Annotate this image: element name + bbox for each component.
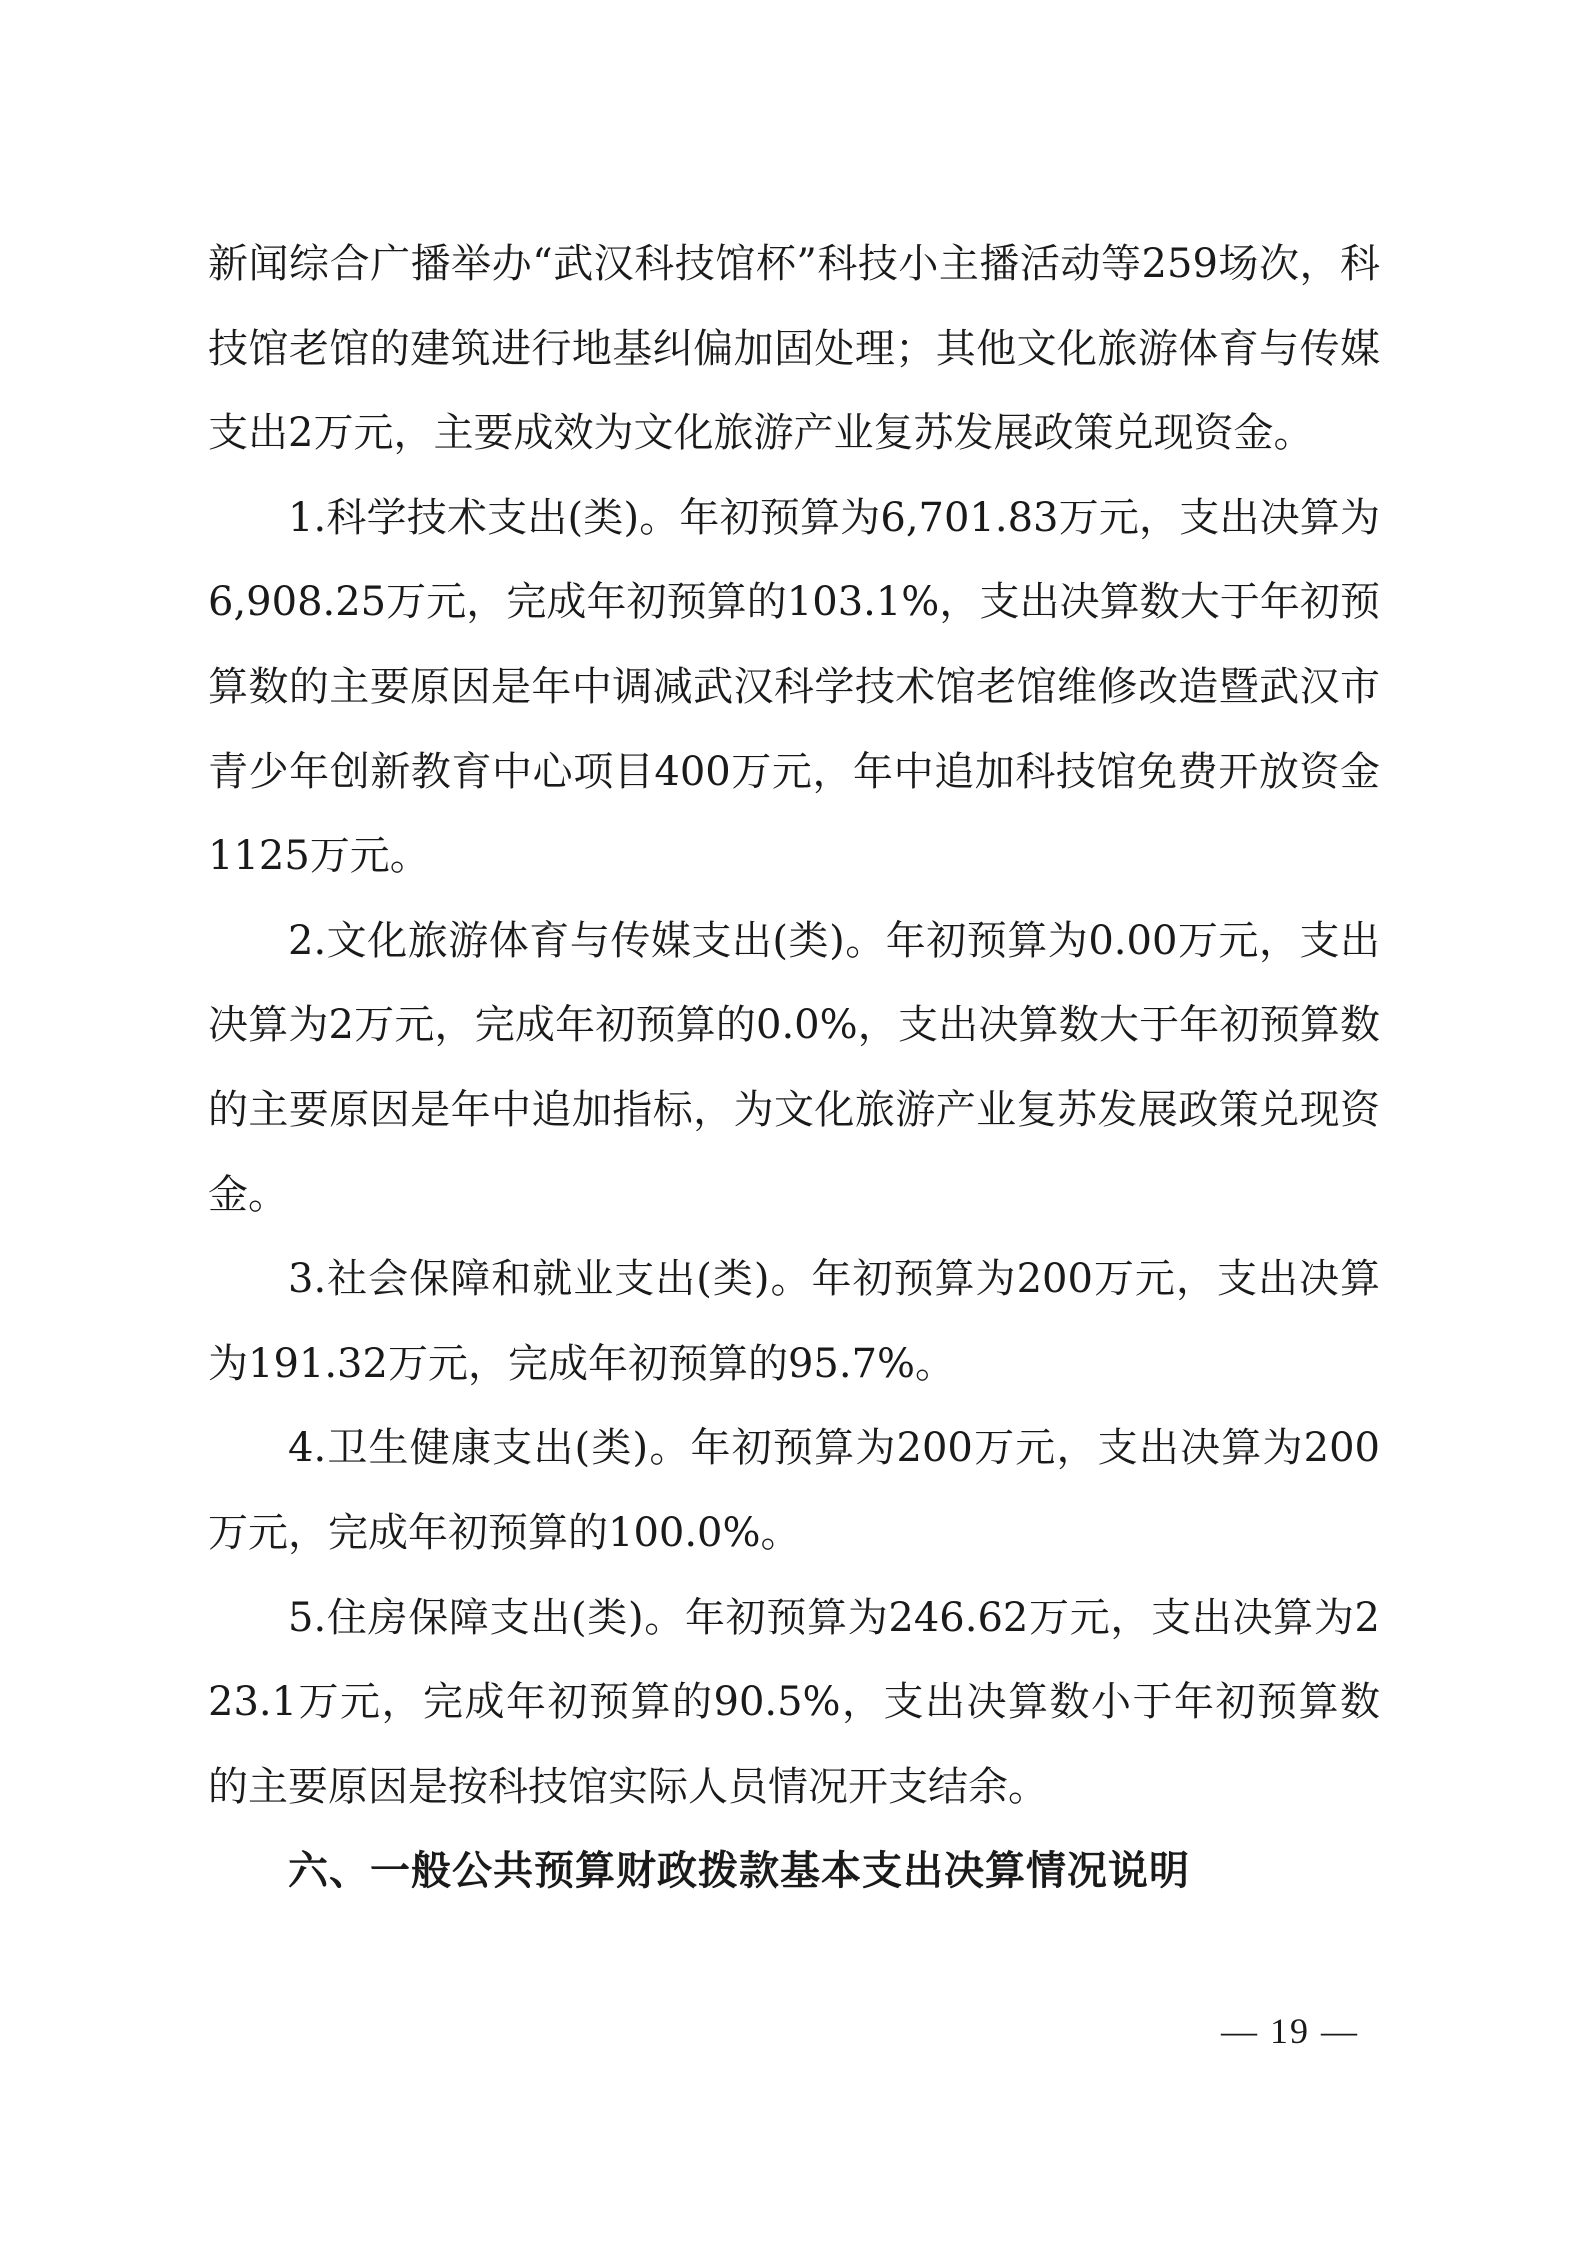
paragraph-continuation: 新闻综合广播举办“武汉科技馆杯”科技小主播活动等259场次，科技馆老馆的建筑进行地基纠偏加固处理；其他文化旅游体育与传媒支出2万元，主要成效为文化旅游产业复苏发展政策兑现资金。	[208, 241, 1380, 457]
body-text	[208, 222, 1380, 1914]
paragraph-culture-media: 2.文化旅游体育与传媒支出(类)。年初预算为0.00万元，支出决算为2万元，完成年初预算的0.0%，支出决算数大于年初预算数的主要原因是年中追加指标，为文化旅游产业复苏发展政策兑现资金。	[208, 917, 1380, 1218]
section-heading: 六、一般公共预算财政拨款基本支出决算情况说明	[288, 1848, 1190, 1895]
paragraph-housing: 5.住房保障支出(类)。年初预算为246.62万元，支出决算为223.1万元，完成年初预算的90.5%，支出决算数小于年初预算数的主要原因是按科技馆实际人员情况开支结余。	[208, 1594, 1380, 1810]
paragraph-health: 4.卫生健康支出(类)。年初预算为200万元，支出决算为200万元，完成年初预算的100.0%。	[208, 1425, 1380, 1556]
page-number: — 19 —	[1221, 2011, 1359, 2051]
paragraph-social-security: 3.社会保障和就业支出(类)。年初预算为200万元，支出决算为191.32万元，完成年初预算的95.7%。	[208, 1256, 1380, 1387]
paragraph-science-tech: 1.科学技术支出(类)。年初预算为6,701.83万元，支出决算为6,908.25万元，完成年初预算的103.1%，支出决算数大于年初预算数的主要原因是年中调减武汉科学技术馆老馆维修改造暨武汉市青少年创新教育中心项目400万元，年中追加科技馆免费开放资金1125万元。	[208, 494, 1380, 880]
